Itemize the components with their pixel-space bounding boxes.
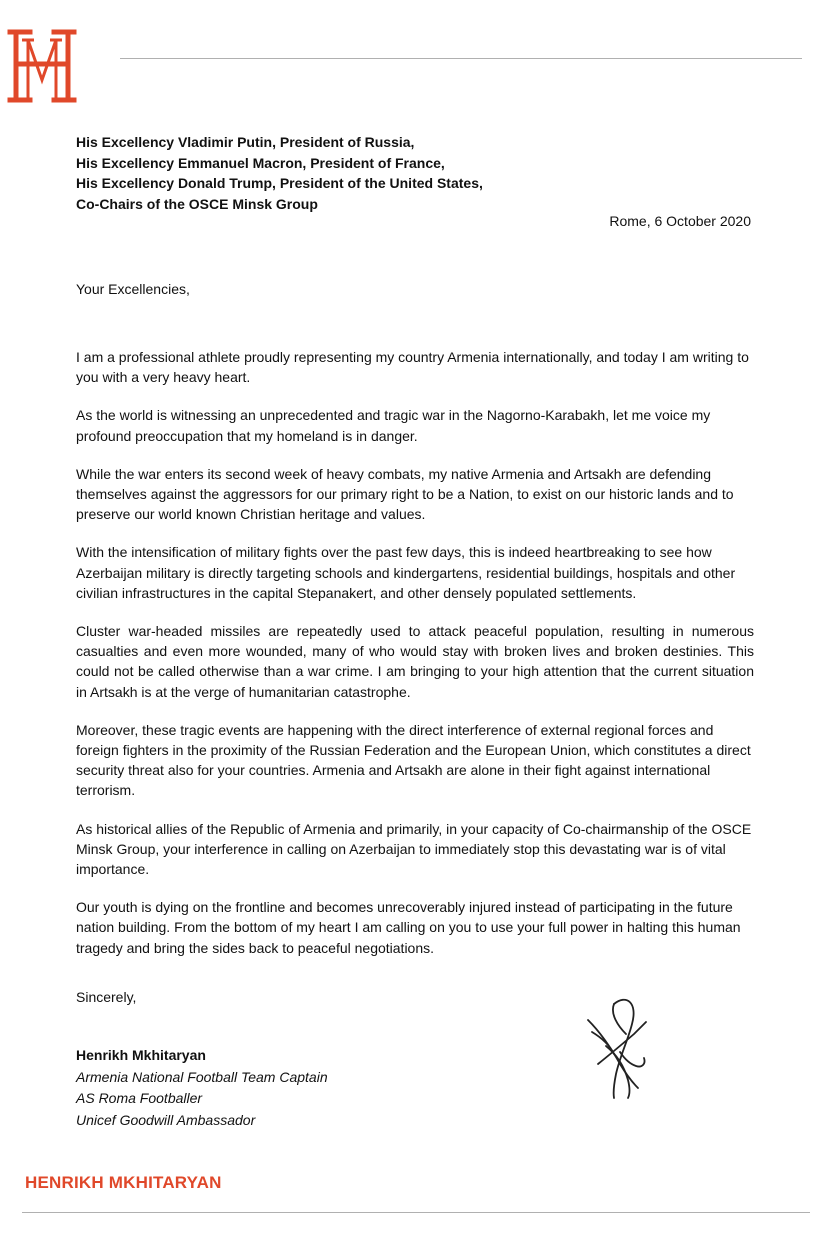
- body-paragraph: While the war enters its second week of heavy combats, my native Armenia and Artsakh are defending themselves against the aggressors for our primary right to be a Nation, to exist on our historic lands and to preserve our world known Christian heritage and values.: [76, 465, 734, 523]
- body-paragraph: I am a professional athlete proudly representing my country Armenia internationally, and today I am writing to you with a very heavy heart.: [76, 349, 749, 386]
- body-paragraph: Our youth is dying on the frontline and becomes unrecoverably injured instead of participating in the future nation building. From the bottom of my heart I am calling on you to use your full power in halting this human tragedy and bring the sides back to peaceful negotiations.: [76, 899, 741, 956]
- letter-body: [76, 347, 754, 976]
- hm-monogram-icon: [6, 24, 78, 108]
- handwritten-signature-icon: [580, 994, 660, 1102]
- body-paragraph: As the world is witnessing an unprecedented and tragic war in the Nagorno-Karabakh, let me voice my profound preoccupation that my homeland is in danger.: [76, 407, 711, 444]
- recipient-block: [76, 132, 483, 214]
- signatory-name: Henrikh Mkhitaryan: [76, 1047, 206, 1063]
- signatory-title: AS Roma Footballer: [76, 1090, 203, 1106]
- signatory-title: Unicef Goodwill Ambassador: [76, 1111, 256, 1128]
- signatory-block: [76, 1045, 328, 1131]
- signatory-title: Armenia National Football Team Captain: [76, 1068, 328, 1085]
- body-paragraph: As historical allies of the Republic of Armenia and primarily, in your capacity of Co-chairmanship of the OSCE Minsk Group, your interference in calling on Azerbaijan to immediately stop this devastating war is of vital importance.: [76, 820, 752, 878]
- recipient-line: His Excellency Vladimir Putin, President of Russia,: [76, 134, 415, 150]
- recipient-line: His Excellency Emmanuel Macron, President of France,: [76, 154, 445, 171]
- recipient-line: Co-Chairs of the OSCE Minsk Group: [76, 195, 318, 212]
- body-paragraph: Cluster war-headed missiles are repeatedly used to attack peaceful population, resulting in numerous casualties and even more wounded, many of who would stay with broken lives and broken destinies. This could not be called otherwise than a war crime. I am bringing to your high attention that the current situation in Artsakh is at the verge of humanitarian catastrophe.: [76, 623, 754, 700]
- header-rule: [120, 58, 802, 59]
- body-paragraph: Moreover, these tragic events are happening with the direct interference of external regional forces and foreign fighters in the proximity of the Russian Federation and the European Union, which constitutes a direct security threat also for your countries. Armenia and Artsakh are alone in their fight against international terrorism.: [76, 721, 751, 799]
- closing: Sincerely,: [76, 989, 137, 1005]
- footer-rule: [22, 1212, 810, 1213]
- recipient-line: His Excellency Donald Trump, President of the United States,: [76, 175, 483, 191]
- footer-name: HENRIKH MKHITARYAN: [25, 1173, 222, 1192]
- body-paragraph: With the intensification of military fights over the past few days, this is indeed heartbreaking to see how Azerbaijan military is directly targeting schools and kindergartens, residential buildings, hospitals and other civilian infrastructures in the capital Stepanakert, and other densely populated settlements.: [76, 544, 736, 601]
- salutation: Your Excellencies,: [76, 281, 190, 297]
- place-date: Rome, 6 October 2020: [609, 213, 751, 229]
